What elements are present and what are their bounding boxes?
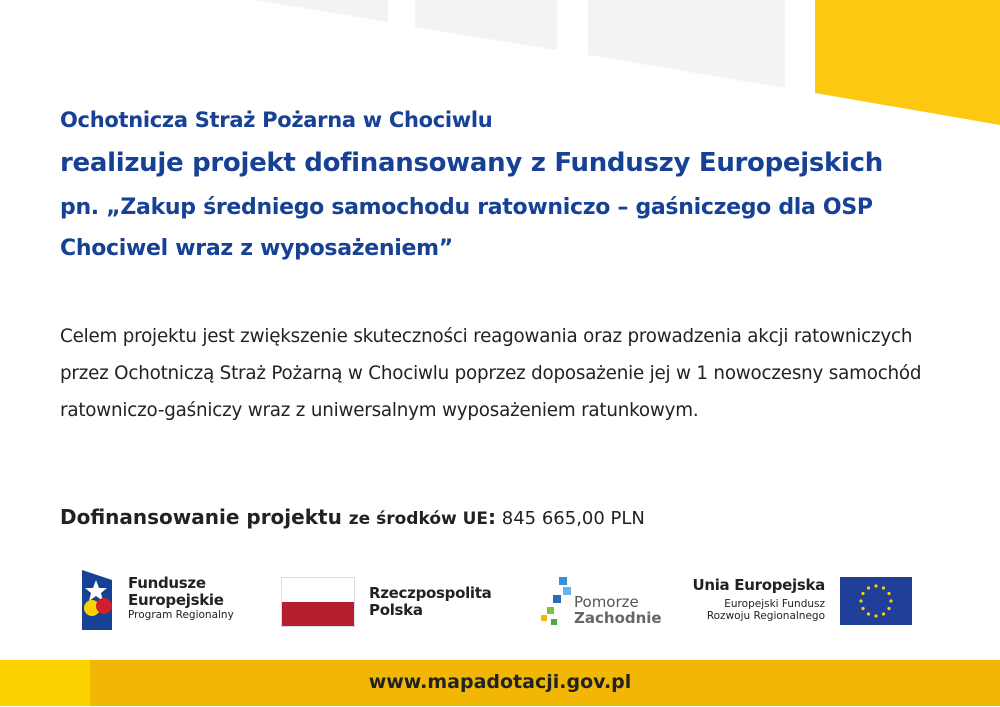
- unia-europejska-logo: [690, 575, 915, 630]
- ue-line3: Rozwoju Regionalnego: [706, 610, 825, 622]
- ue-line2: Europejski Fundusz: [724, 598, 825, 610]
- fundusze-europejskie-logo: [82, 575, 252, 630]
- fe-line2: Europejskie: [128, 591, 224, 609]
- project-heading: realizuje projekt dofinansowany z Funduszy Europejskich: [60, 148, 883, 178]
- fe-line1: Fundusze: [128, 574, 206, 592]
- funding-line: [60, 505, 645, 529]
- project-title-line1: pn. „Zakup średniego samochodu ratowniczo – gaśniczego dla OSP: [60, 195, 873, 220]
- pomorze-icon: [537, 575, 577, 630]
- fe-line3: Program Regionalny: [128, 609, 234, 621]
- project-description: Celem projektu jest zwiększenie skuteczności reagowania oraz prowadzenia akcji ratowniczych przez Ochotniczą Straż Pożarną w Chociwlu poprzez doposażenie jej w 1 nowoczesny samochód ratowniczo-gaśniczy wraz z uniwersalnym wyposażeniem ratunkowym.: [60, 326, 922, 421]
- pz-line1: Pomorze: [574, 593, 639, 611]
- website-link[interactable]: www.mapadotacji.gov.pl: [368, 671, 632, 693]
- footer-bar: [0, 660, 1000, 706]
- polish-flag-icon: [281, 577, 355, 627]
- project-title-line2: Chociwel wraz z wyposażeniem”: [60, 236, 453, 261]
- pomorze-zachodnie-logo: [537, 575, 662, 630]
- funding-source: ze środków UE: [348, 509, 489, 529]
- eu-flag-icon: [840, 577, 912, 625]
- rzeczpospolita-polska-logo: [281, 575, 501, 630]
- fe-star-icon: [82, 570, 122, 630]
- funding-label: Dofinansowanie projektu: [60, 505, 349, 529]
- pz-line2: Zachodnie: [574, 609, 662, 627]
- funding-colon: :: [488, 505, 497, 529]
- rp-line2: Polska: [369, 601, 423, 619]
- rp-line1: Rzeczpospolita: [369, 584, 492, 602]
- funding-amount: 845 665,00 PLN: [496, 508, 645, 529]
- ue-line1: Unia Europejska: [692, 576, 825, 594]
- organization-name: Ochotnicza Straż Pożarna w Chociwlu: [60, 108, 493, 132]
